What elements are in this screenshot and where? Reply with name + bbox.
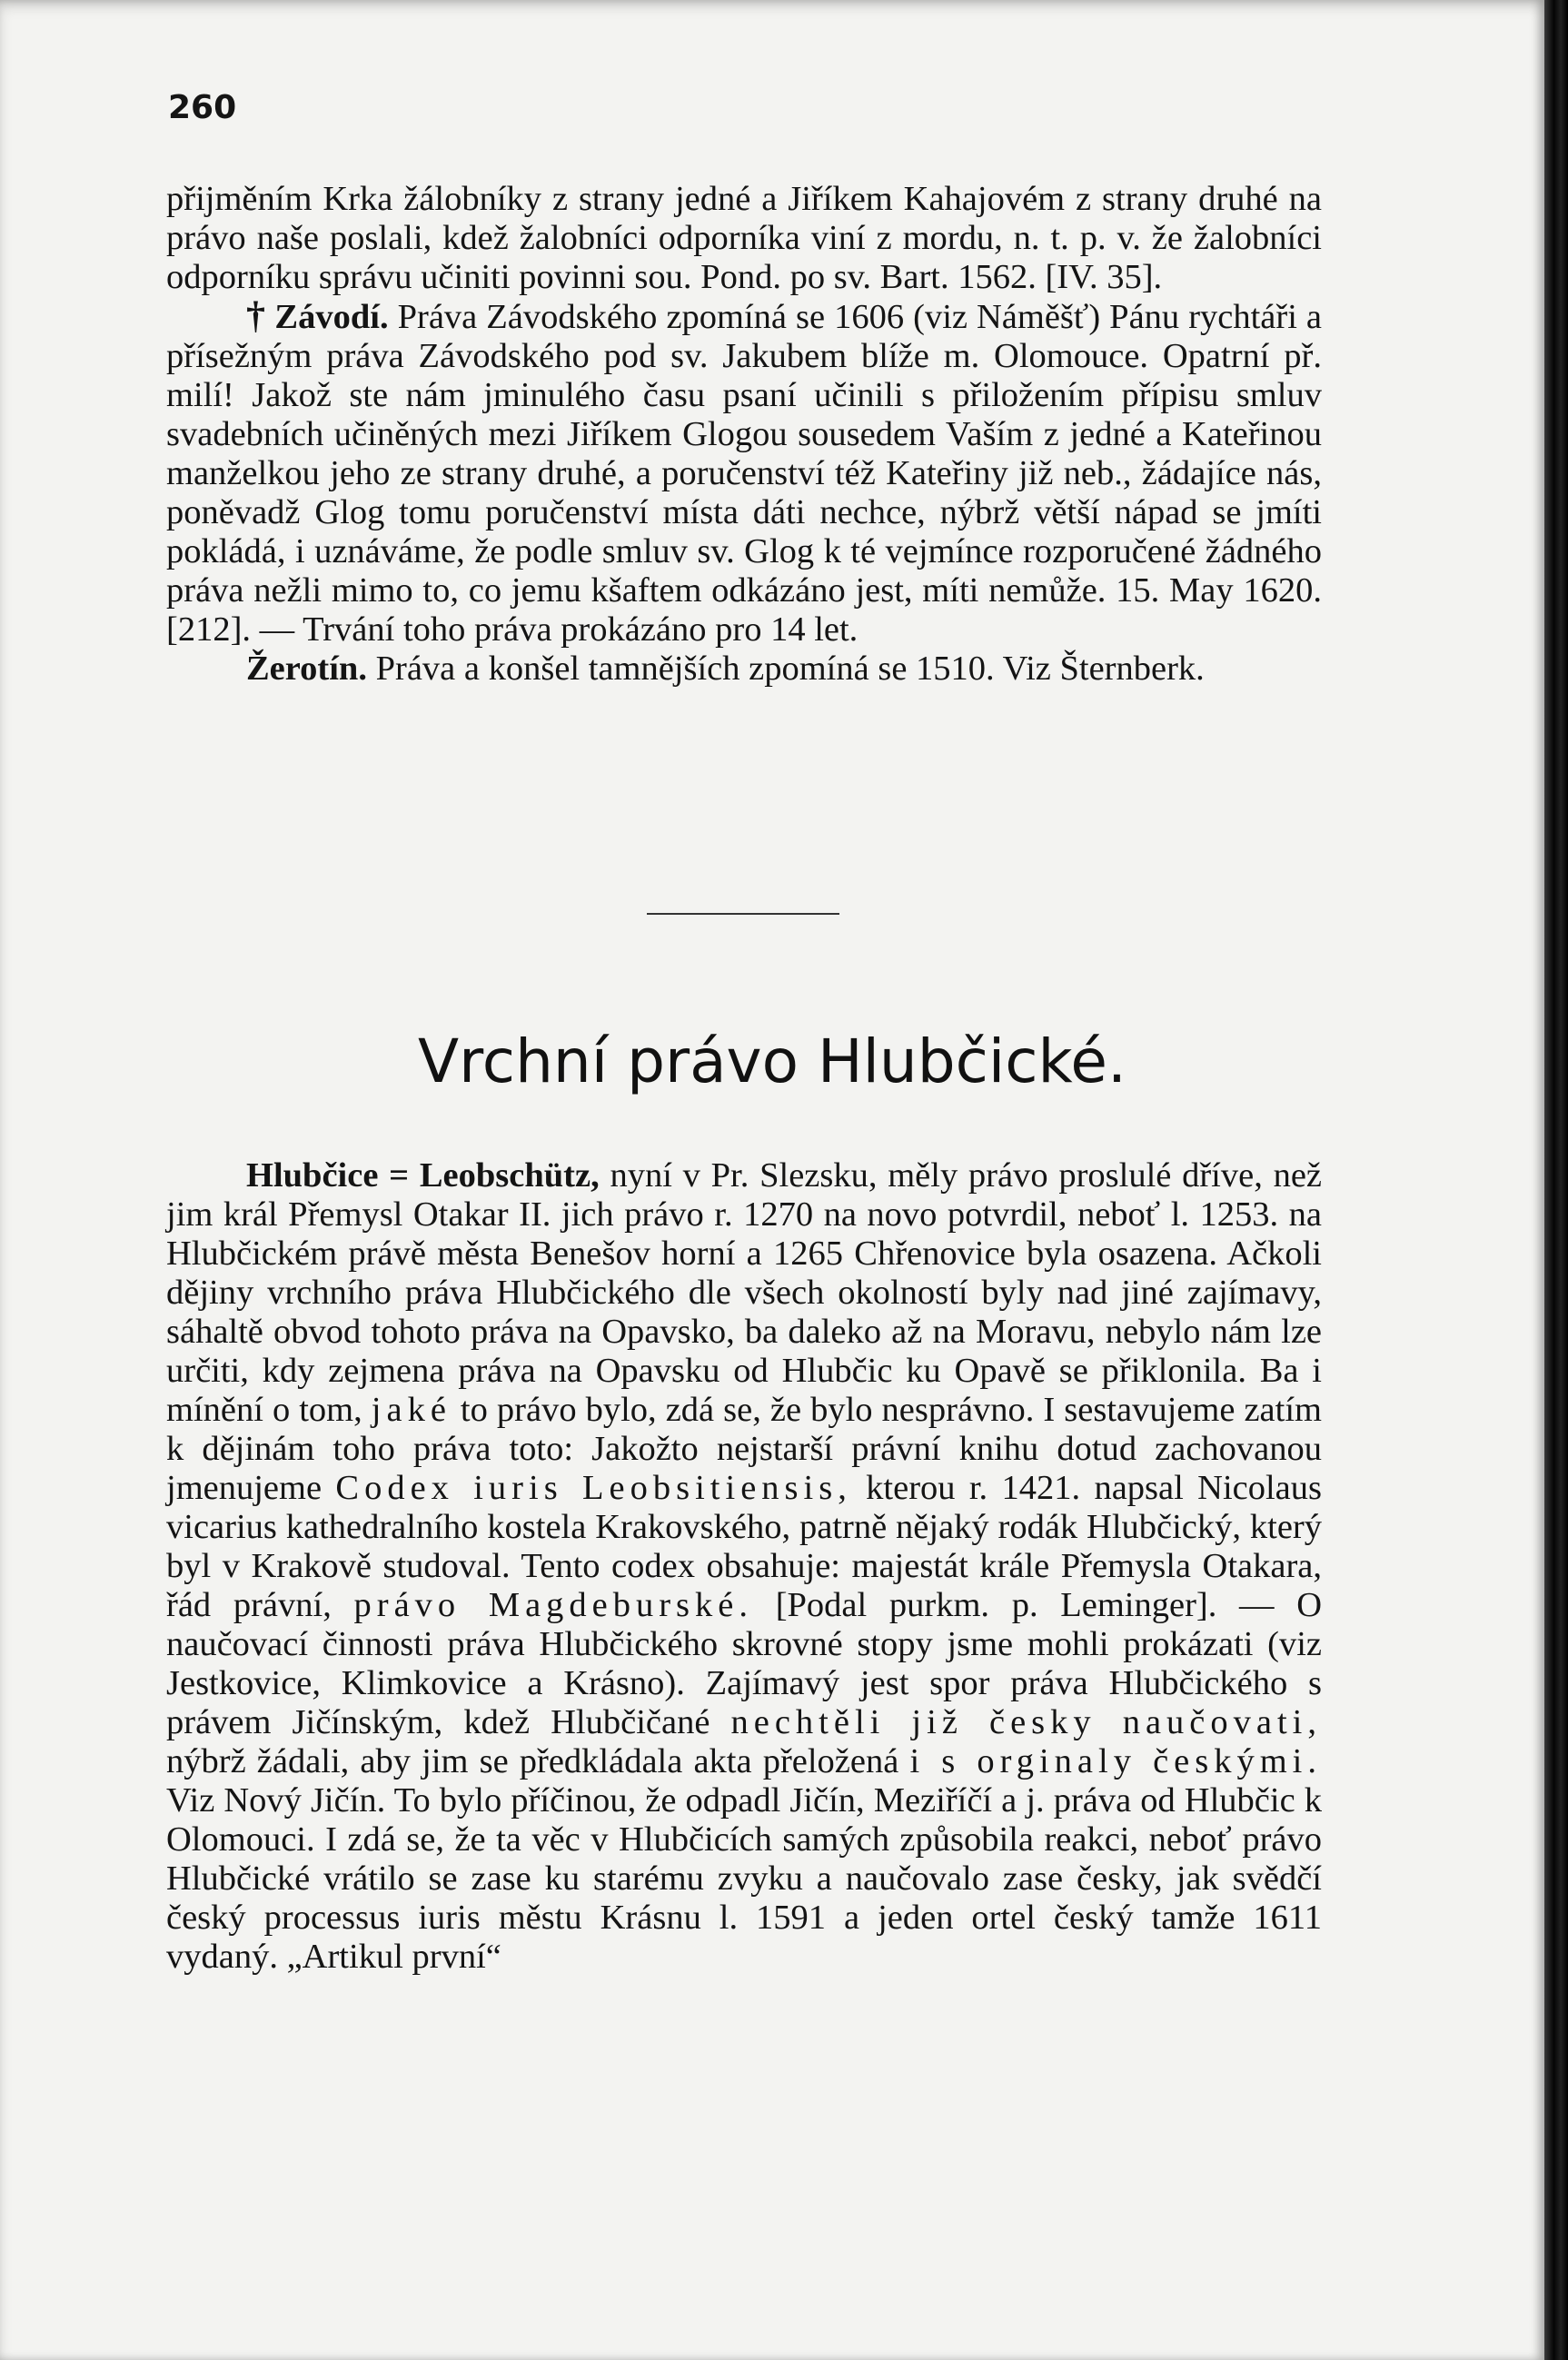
entry-continuation: přijměním Krka žálobníky z strany jedné a Jiříkem Kahajovém z strany druhé na právo naše poslali, kdež žalobníci odporníka viní z mordu, n. t. p. v. že žalobníci odporníku správu učiniti povinni sou. Pond. po sv. Bart. 1562. [IV. 35]. [166, 180, 1322, 296]
text-run: nyní v Pr. Slezsku, měly právo proslulé dříve, než jim král Přemysl Otakar II. jich právo r. 1270 na novo potvrdil, neboť l. 1253. na Hlubčickém právě města Benešov horní a 1265 Chřenovice byla osazena. Ačkoli dějiny vrchního práva Hlubčického dle všech okolností byly nad jiné zajímavy, sáhaltě obvod tohoto práva na Opavsko, ba daleko až na Moravu, nebylo nám lze určiti, kdy zejmena práva na Opavsku od Hlubčic ku Opavě se přiklonila. Ba i mínění o tom, [166, 1156, 1322, 1429]
entry-zerotin-head: Žerotín. [246, 649, 367, 688]
entry-zavodi-text: Práva Závodského zpomíná se 1606 (viz Náměšť) Pánu rychtáři a přísežným práva Závodského pod sv. Jakubem blíže m. Olomouce. Opatrní př. milí! Jakož ste nám jminulého času psaní učinili s přiložením přípisu smluv svadebních učiněných mezi Jiříkem Glogou sousedem Vaším z jedné a Kateřinou manželkou jeho ze strany druhé, a poručenství též Kateřiny již neb., žádajíce nás, poněvadž Glog tomu poručenství místa dáti nechce, nýbrž větší nápad se jmíti pokládá, i uznáváme, že podle smluv sv. Glog k té vejmínce rozporučené žádného práva nežli mimo to, co jemu kšaftem odkázáno jest, míti nemůže. 15. May 1620. [212]. — Trvání toho práva prokázáno pro 14 let. [166, 298, 1323, 649]
entry-zavodi [166, 297, 1322, 649]
spaced-text: Codex iuris Leobsitiensis, [335, 1469, 852, 1507]
entry-zerotin [166, 649, 1322, 689]
spaced-text: nechtěli již česky naučovati, [730, 1703, 1323, 1741]
spaced-text: jaké [371, 1391, 452, 1429]
text-run: kterou r. 1421. napsal Nicolaus vicarius kathedralního kostela Krakovského, patrně nějaký rodák Hlubčický, který byl v Krakově studoval. Tento codex obsahuje: majestát krále Přemysla Otakara, řád právní, [166, 1469, 1322, 1624]
text-run: to právo bylo, zdá se, že bylo nesprávno. I sestavujeme zatím k dějinám toho práva toto: Jakožto nejstarší právní knihu dotud zachovanou jmenujeme [166, 1391, 1322, 1507]
entry-zerotin-text: Práva a konšel tamnějších zpomíná se 1510. Viz Šternberk. [366, 649, 1205, 688]
entry-hlubcice-head: Hlubčice = Leobschütz, [246, 1156, 600, 1195]
text-run: [Podal purkm. p. Leminger]. — O naučovací činnosti práva Hlubčického skrovné stopy jsme mohli prokázati (viz Jestkovice, Klimkovice a Krásno). Zajímavý jest spor práva Hlubčického s právem Jičínským, kdež Hlubčičané [166, 1586, 1322, 1741]
section-divider [647, 913, 839, 915]
spaced-text: i s orginaly českými. [909, 1742, 1322, 1780]
entries-block [166, 180, 1322, 689]
text-run: Viz Nový Jičín. To bylo příčinou, že odpadl Jičín, Meziříčí a j. práva od Hlubčic k Olomouci. I zdá se, že ta věc v Hlubčicích samých způsobila reakci, neboť právo Hlubčické vrátilo se zase ku starému zvyku a naučovalo zase česky, jak svědčí český processus iuris městu Krásnu l. 1591 a jeden ortel český tamže 1611 vydaný. „Artikul první“ [166, 1781, 1322, 1976]
section-heading: Vrchní právo Hlubčické. [417, 1026, 1127, 1096]
text-run: nýbrž žádali, aby jim se předkládala akta přeložená [166, 1742, 910, 1780]
entry-hlubcice [166, 1156, 1322, 1977]
spaced-text: právo Magdeburské. [353, 1586, 754, 1624]
entry-zavodi-head: Závodí. [274, 298, 389, 336]
page-number: 260 [168, 89, 237, 126]
cross-mark: † [246, 295, 266, 337]
hlubcice-block [166, 1156, 1322, 1977]
book-spine-edge [1544, 0, 1568, 2360]
